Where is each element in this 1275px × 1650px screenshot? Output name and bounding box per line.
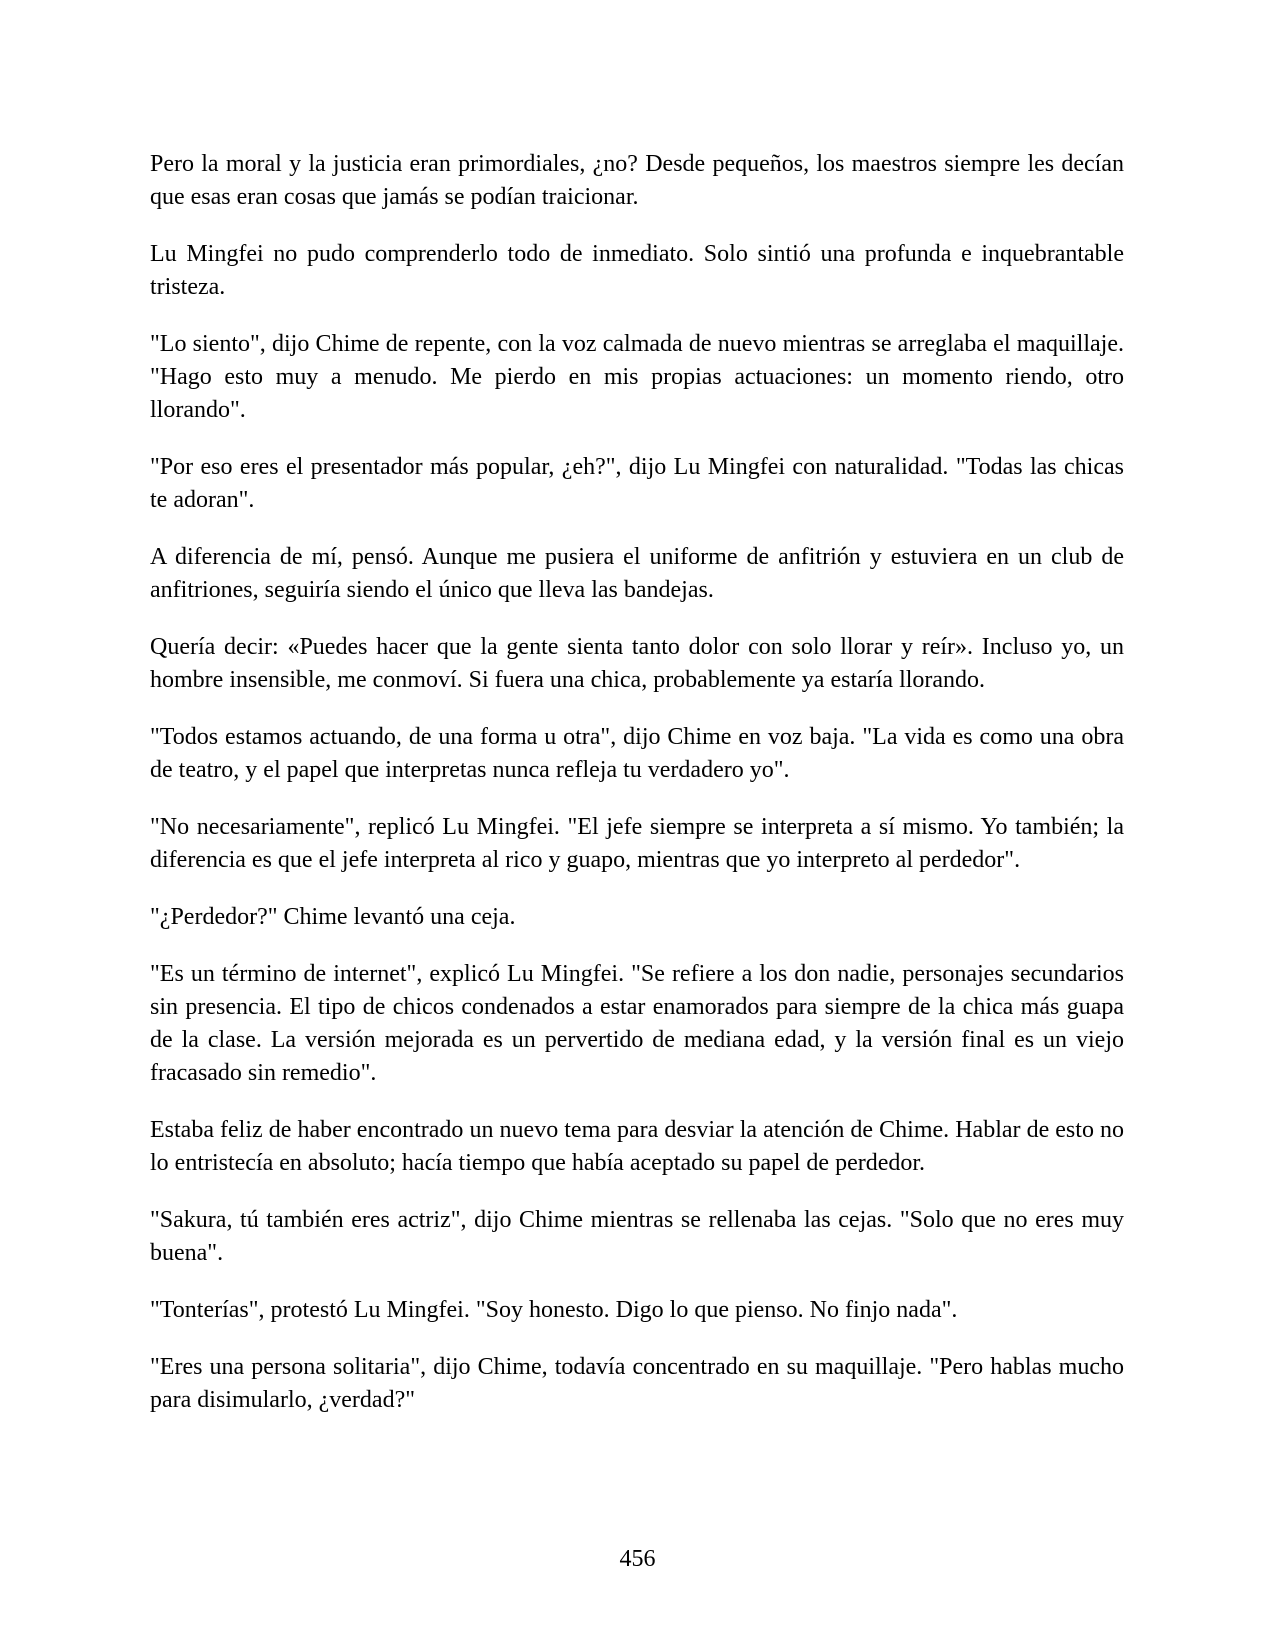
paragraph: "Es un término de internet", explicó Lu Mingfei. "Se refiere a los don nadie, personajes secundarios sin presencia. El tipo de chicos condenados a estar enamorados para siempre de la chica más guapa de la clase. La versión mejorada es un pervertido de mediana edad, y la versión final es un viejo fracasado sin remedio". (150, 961, 1124, 1086)
paragraph: "Todos estamos actuando, de una forma u otra", dijo Chime en voz baja. "La vida es como una obra de teatro, y el papel que interpretas nunca refleja tu verdadero yo". (150, 724, 1124, 783)
paragraph: "Por eso eres el presentador más popular, ¿eh?", dijo Lu Mingfei con naturalidad. "Todas las chicas te adoran". (150, 454, 1124, 513)
paragraph: "Sakura, tú también eres actriz", dijo Chime mientras se rellenaba las cejas. "Solo que no eres muy buena". (150, 1207, 1124, 1266)
paragraph: Quería decir: «Puedes hacer que la gente sienta tanto dolor con solo llorar y reír». Incluso yo, un hombre insensible, me conmoví. Si fuera una chica, probablemente ya estaría llorando. (150, 634, 1124, 693)
paragraph: A diferencia de mí, pensó. Aunque me pusiera el uniforme de anfitrión y estuviera en un club de anfitriones, seguiría siendo el único que lleva las bandejas. (150, 544, 1124, 603)
paragraph: "Lo siento", dijo Chime de repente, con la voz calmada de nuevo mientras se arreglaba el maquillaje. "Hago esto muy a menudo. Me pierdo en mis propias actuaciones: un momento riendo, otro llorando". (150, 331, 1124, 423)
paragraph: "¿Perdedor?" Chime levantó una ceja. (150, 904, 516, 930)
body-text (150, 148, 1124, 1441)
paragraph: Estaba feliz de haber encontrado un nuevo tema para desviar la atención de Chime. Hablar de esto no lo entristecía en absoluto; hacía tiempo que había aceptado su papel de perdedor. (150, 1117, 1124, 1176)
paragraph: Lu Mingfei no pudo comprenderlo todo de inmediato. Solo sintió una profunda e inquebrantable tristeza. (150, 241, 1124, 300)
page-number: 456 (619, 1546, 656, 1572)
paragraph: "Tonterías", protestó Lu Mingfei. "Soy honesto. Digo lo que pienso. No finjo nada". (150, 1297, 958, 1323)
paragraph: Pero la moral y la justicia eran primordiales, ¿no? Desde pequeños, los maestros siempre les decían que esas eran cosas que jamás se podían traicionar. (150, 151, 1124, 210)
paragraph: "No necesariamente", replicó Lu Mingfei. "El jefe siempre se interpreta a sí mismo. Yo también; la diferencia es que el jefe interpreta al rico y guapo, mientras que yo interpreto al perdedor". (150, 814, 1124, 873)
paragraph: "Eres una persona solitaria", dijo Chime, todavía concentrado en su maquillaje. "Pero hablas mucho para disimularlo, ¿verdad?" (150, 1354, 1124, 1413)
